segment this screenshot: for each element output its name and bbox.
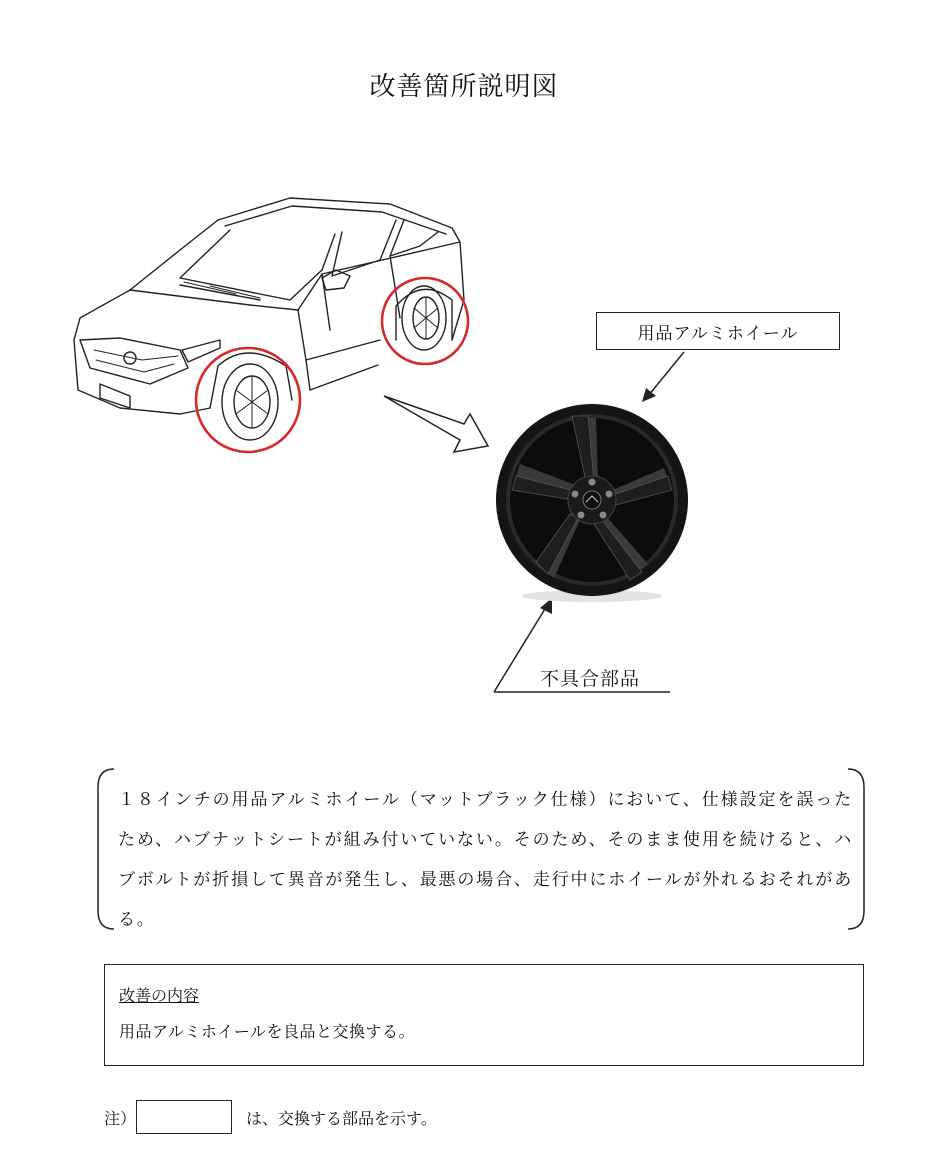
part-name-label: 用品アルミホイール <box>596 312 840 350</box>
improvement-box <box>104 964 864 1066</box>
improvement-heading: 改善の内容 <box>119 986 200 1005</box>
vehicle-illustration <box>60 190 480 465</box>
improvement-body: 用品アルミホイールを良品と交換する。 <box>119 1022 416 1041</box>
legend-box-sample <box>136 1100 232 1134</box>
defect-description: １８インチの用品アルミホイール（マットブラック仕様）において、仕様設定を誤ったため、ハブナットシートが組み付いていない。そのため、そのまま使用を続けると、ハブボルトが折損して異音が発生し、最悪の場合、走行中にホイールが外れるおそれがある。 <box>118 790 853 930</box>
aluminum-wheel-image <box>492 400 692 605</box>
note-prefix: 注） <box>104 1109 137 1128</box>
defect-part-label: 不具合部品 <box>540 668 641 690</box>
note-text: は、交換する部品を示す。 <box>246 1109 437 1128</box>
page-title: 改善箇所説明図 <box>369 72 559 102</box>
